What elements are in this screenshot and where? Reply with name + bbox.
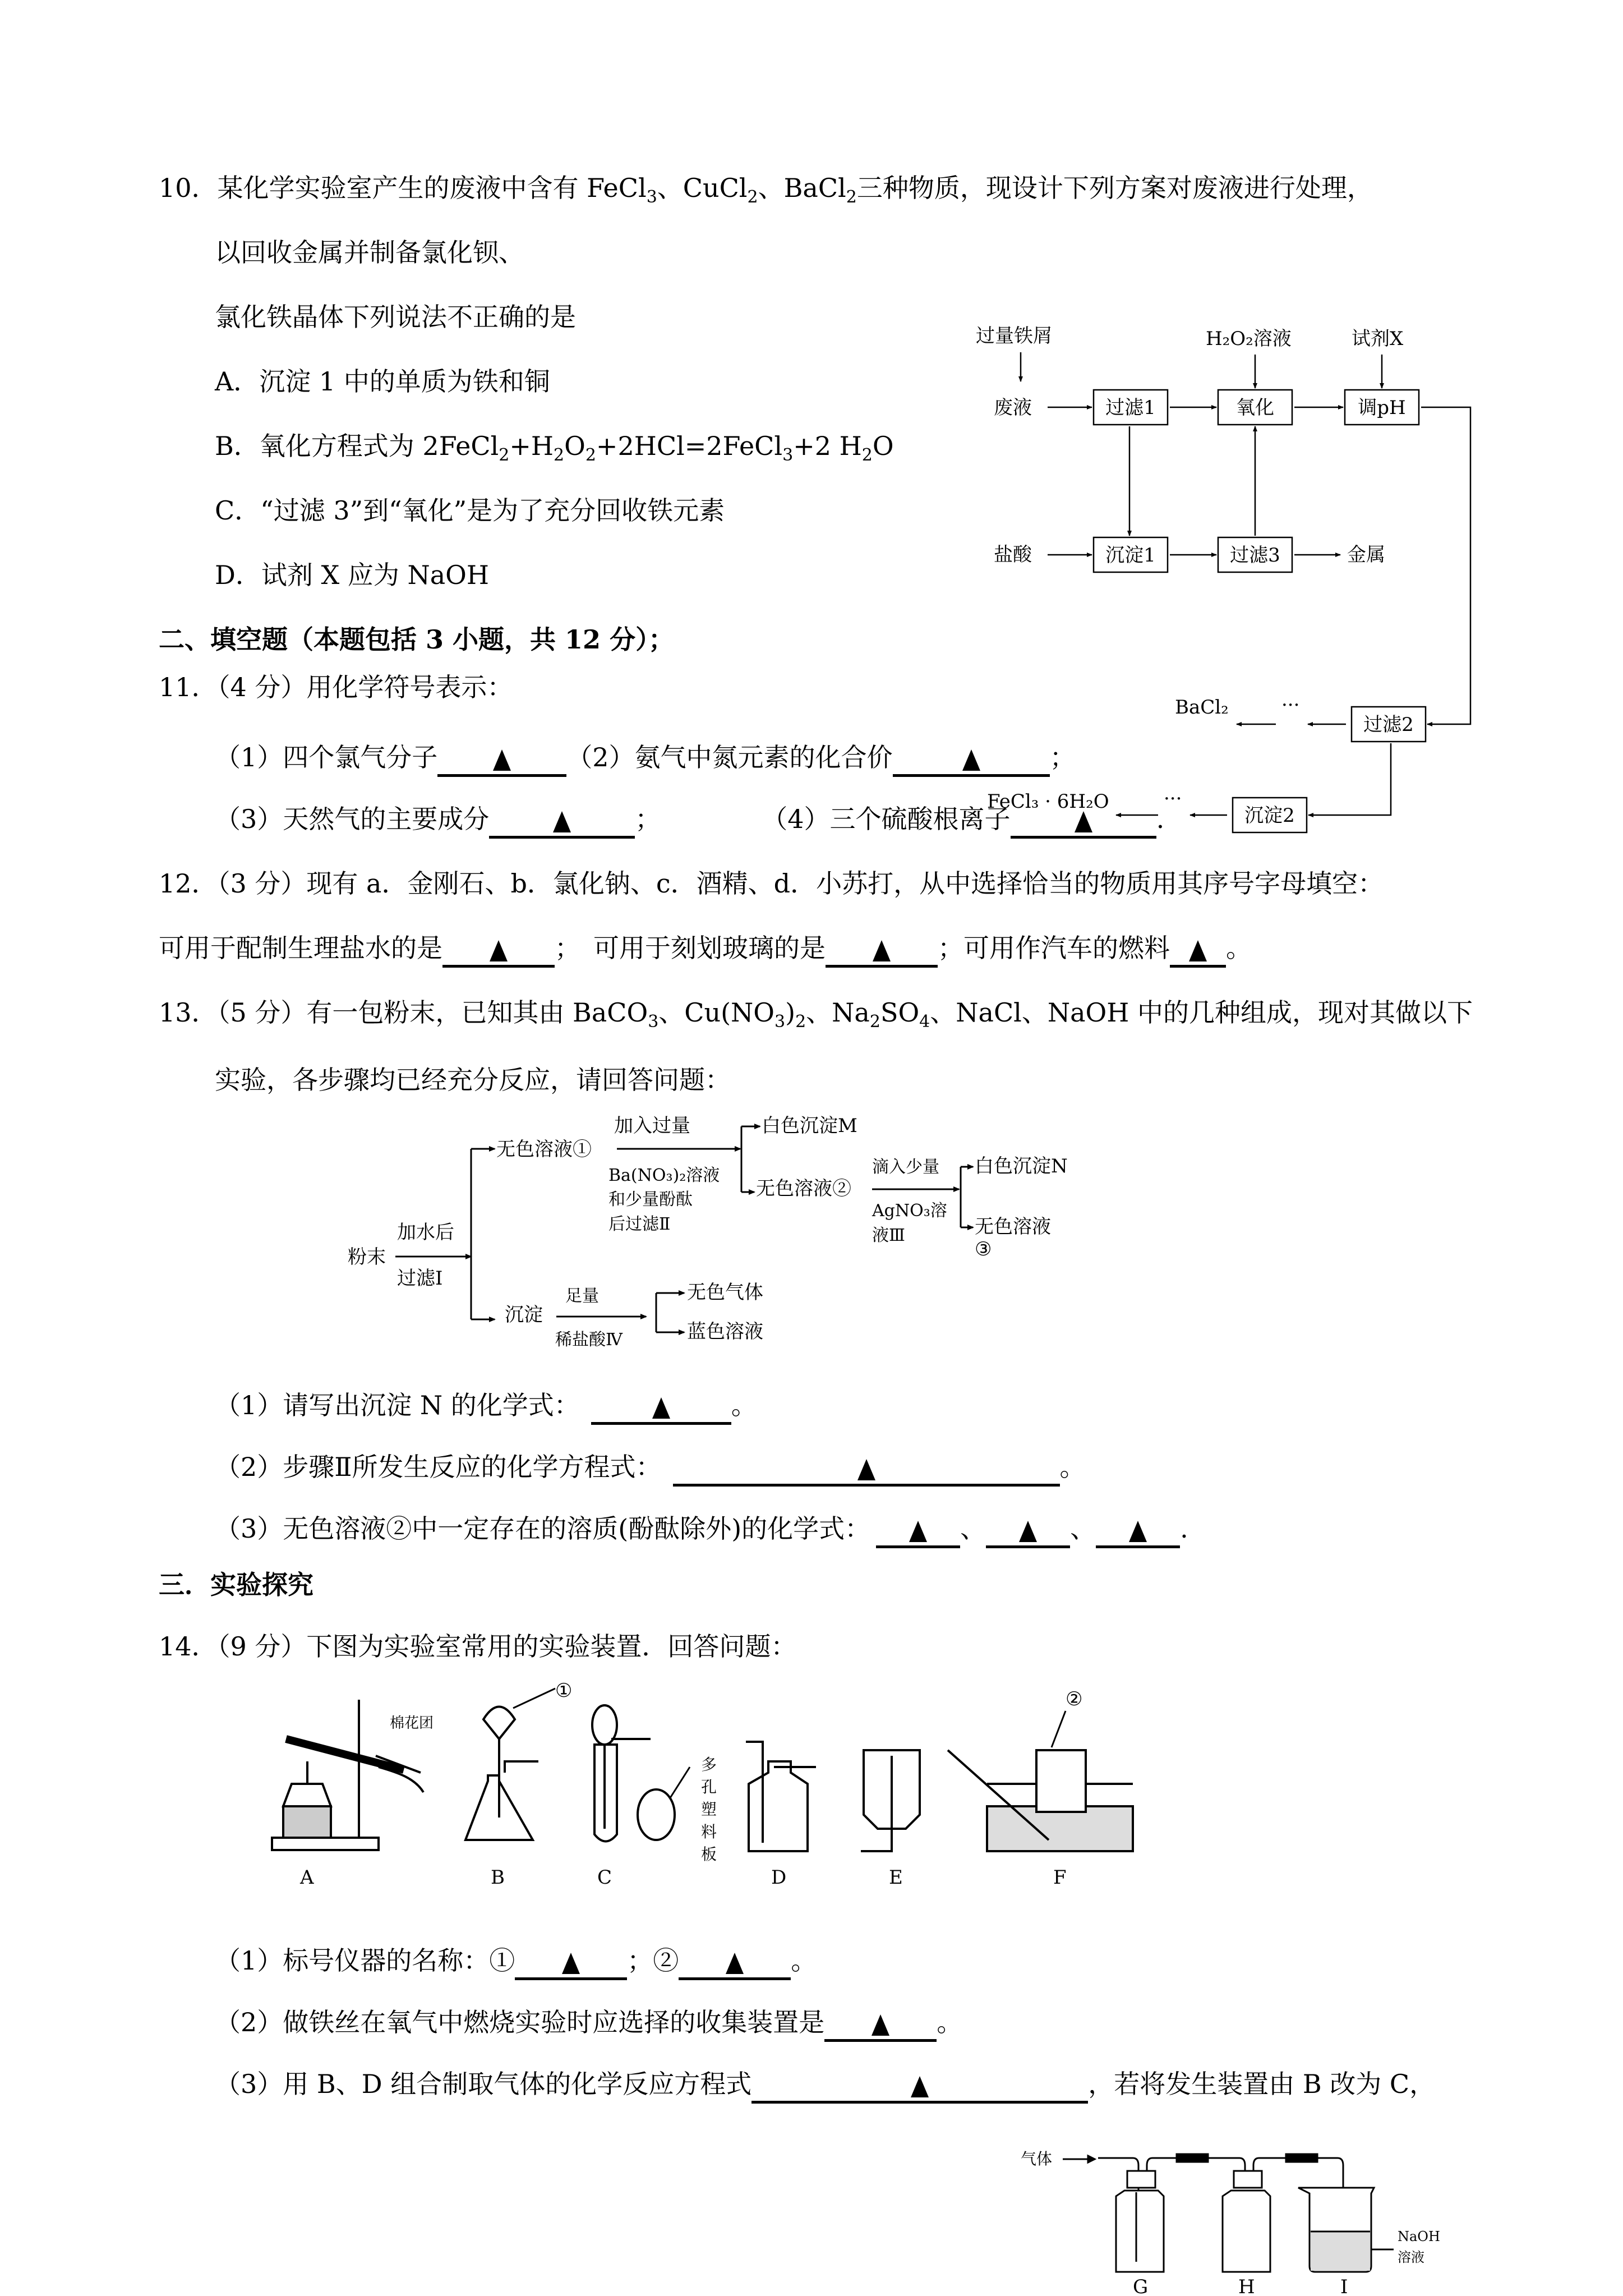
triangle-icon (1189, 940, 1207, 961)
label-colorless2: 无色溶液② (756, 1177, 851, 1200)
text: （3）无色溶液②中一定存在的溶质(酚酞除外)的化学式： (215, 1513, 871, 1544)
label-white-m: 白色沉淀M (762, 1115, 857, 1137)
label-ba-no3: Ba(NO₃)₂溶液 (608, 1166, 720, 1185)
q10-text: 、CuCl (657, 173, 748, 203)
triangle-icon (562, 1953, 580, 1974)
label-a: A (300, 1866, 314, 1889)
label-porous: 多 (701, 1755, 717, 1774)
label-colorless1: 无色溶液① (496, 1138, 592, 1161)
text: 、Na (806, 997, 870, 1028)
label-colorless-gas: 无色气体 (687, 1281, 763, 1304)
label-g: G (1133, 2276, 1149, 2296)
label-d: D (771, 1866, 787, 1889)
q12-stem: 12．（3 分）现有 a．金刚石、b．氯化钠、c．酒精、d．小苏打，从中选择恰当的物质用其序号字母填空： (159, 868, 1384, 899)
text: 。 (791, 1945, 817, 1976)
text: ；② (627, 1945, 679, 1976)
text: ； (1049, 742, 1076, 772)
answer-blank[interactable] (876, 1516, 960, 1548)
gas-washing-diagram (998, 2132, 1503, 2296)
apparatus-c (592, 1705, 690, 1842)
text: （1）四个氯气分子 (215, 742, 438, 772)
answer-blank[interactable] (591, 1393, 731, 1425)
label-c: C (597, 1866, 612, 1889)
label-bacl2: BaCl₂ (1175, 696, 1229, 719)
text: （3）用 B、D 组合制取气体的化学反应方程式 (215, 2069, 752, 2099)
q14-part3 (215, 2067, 1435, 2104)
label-filter-i: 过滤Ⅰ (397, 1267, 443, 1290)
subscript: 2 (747, 187, 758, 207)
subscript: 3 (782, 445, 794, 465)
q13-stem-line2: 实验，各步骤均已经充分反应，请回答问题： (215, 1065, 731, 1095)
q10-text: 、BaCl (758, 173, 846, 203)
section3-title: 三．实验探究 (159, 1570, 313, 1600)
triangle-icon (1075, 811, 1092, 832)
label-porous: 板 (701, 1845, 717, 1864)
label-i: I (1340, 2276, 1348, 2296)
q10-text: 三种物质，现设计下列方案对废液进行处理， (856, 173, 1373, 203)
arrow (1308, 743, 1391, 815)
label-enough: 足量 (565, 1286, 599, 1306)
answer-blank[interactable] (986, 1516, 1070, 1548)
text: 。 (937, 2007, 963, 2037)
text: ； (635, 804, 661, 834)
triangle-icon (726, 1953, 744, 1974)
label-porous: 料 (701, 1823, 717, 1841)
q10-option-d: D．试剂 X 应为 NaOH (215, 560, 489, 590)
text: 。 (1059, 1452, 1086, 1482)
triangle-icon (857, 1459, 875, 1480)
q13-part2 (215, 1450, 1086, 1487)
label-h2o2: H₂O₂溶液 (1206, 328, 1292, 350)
q10-stem-line1 (159, 171, 1373, 205)
subscript: 2 (499, 445, 510, 465)
text: （1）请写出沉淀 N 的化学式： (215, 1390, 580, 1420)
label-drop-little: 滴入少量 (872, 1157, 939, 1177)
apparatus-e (861, 1750, 920, 1851)
label-circle3: ③ (975, 1238, 992, 1260)
q10-stem-line3: 氯化铁晶体下列说法不正确的是 (215, 302, 576, 332)
q11-stem: 11．（4 分）用化学符号表示： (159, 672, 513, 702)
answer-blank[interactable] (679, 1948, 791, 1980)
text: O (872, 431, 894, 461)
answer-blank[interactable] (826, 936, 938, 968)
q10-option-b (215, 429, 894, 463)
text: +2HCl=2FeCl (596, 431, 783, 461)
text: 13．（5 分）有一包粉末，已知其由 BaCO (159, 997, 648, 1028)
q10-option-a: A．沉淀 1 中的单质为铁和铜 (215, 366, 550, 397)
apparatus-d (746, 1742, 816, 1851)
subscript: 2 (554, 445, 565, 465)
answer-blank[interactable] (893, 745, 1050, 777)
triangle-icon (962, 749, 980, 771)
q13-part1 (215, 1388, 757, 1425)
label-cotton: 棉花团 (390, 1715, 434, 1732)
answer-blank[interactable] (673, 1455, 1060, 1487)
answer-blank[interactable] (1096, 1516, 1180, 1548)
apparatus-b (465, 1688, 555, 1840)
box-precip1-label: 沉淀1 (1105, 544, 1156, 567)
triangle-icon (1129, 1521, 1147, 1542)
text: 。 (1226, 933, 1252, 963)
q11-row1 (215, 740, 1076, 777)
label-circle1: ① (555, 1680, 573, 1702)
subscript: 3 (648, 1012, 659, 1032)
q11-row2 (215, 802, 1164, 839)
subscript: 2 (869, 1012, 880, 1032)
label-excess-iron: 过量铁屑 (976, 325, 1052, 347)
box-precip2-label: 沉淀2 (1244, 804, 1295, 827)
text: （1）标号仪器的名称：① (215, 1945, 515, 1976)
q13-stem-line1 (159, 996, 1473, 1032)
text: SO (880, 997, 920, 1028)
label-waste: 废液 (994, 397, 1032, 419)
bottle-h (1207, 2158, 1287, 2272)
text: （2）步骤Ⅱ所发生反应的化学方程式： (215, 1452, 662, 1482)
text: （3）天然气的主要成分 (215, 804, 490, 834)
label-hcl: 盐酸 (994, 544, 1032, 566)
text: ；可用作汽车的燃料 (938, 933, 1170, 963)
box-filter2-label: 过滤2 (1363, 714, 1414, 736)
answer-blank[interactable] (515, 1948, 627, 1980)
text: 、 (1070, 1513, 1096, 1544)
label-white-n: 白色沉淀N (975, 1155, 1068, 1177)
triangle-icon (553, 811, 571, 832)
q14-part1 (215, 1944, 817, 1980)
text: +2 H (793, 431, 862, 461)
triangle-icon (493, 749, 511, 771)
q10-text: 10．某化学实验室产生的废液中含有 FeCl (159, 173, 647, 203)
text: B．氧化方程式为 2FeCl (215, 431, 499, 461)
label-add-excess: 加入过量 (614, 1115, 690, 1137)
label-dilute-hcl: 稀盐酸Ⅳ (555, 1330, 623, 1350)
triangle-icon (1019, 1521, 1037, 1542)
apparatus-f (948, 1711, 1133, 1851)
text: . (1180, 1513, 1188, 1544)
label-gas: 气体 (1021, 2150, 1053, 2168)
subscript: 4 (919, 1012, 930, 1032)
text: 、 (960, 1513, 986, 1544)
beaker-i (1298, 2158, 1394, 2272)
label-blue-solution: 蓝色溶液 (687, 1320, 763, 1343)
section2-title: 二、填空题（本题包括 3 小题，共 12 分）； (159, 624, 675, 655)
q12-row (159, 931, 1252, 968)
q10-flow-diagram (953, 314, 1514, 827)
answer-blank[interactable] (489, 807, 635, 839)
text: 、Cu(NO (658, 997, 775, 1028)
text: . (1156, 804, 1165, 834)
label-metal: 金属 (1347, 544, 1385, 566)
label-porous: 塑 (701, 1800, 717, 1819)
answer-blank[interactable] (1170, 936, 1226, 968)
triangle-icon (652, 1397, 670, 1419)
q13-flow-diagram (336, 1111, 1150, 1363)
triangle-icon (873, 940, 891, 961)
box-oxidize-label: 氧化 (1236, 397, 1274, 419)
label-f: F (1053, 1866, 1067, 1889)
text: ，若将发生装置由 B 改为 C， (1088, 2069, 1436, 2099)
subscript: 2 (795, 1012, 806, 1032)
label-naoh: NaOH (1398, 2229, 1440, 2244)
answer-blank[interactable] (442, 936, 555, 968)
label-liquid-iii: 液Ⅲ (872, 1226, 905, 1245)
text: +H (509, 431, 554, 461)
text: （2）做铁丝在氧气中燃烧实验时应选择的收集装置是 (215, 2007, 825, 2037)
triangle-icon (872, 2014, 889, 2036)
text: ) (785, 997, 796, 1028)
answer-blank[interactable] (1011, 807, 1156, 839)
box-filter1-label: 过滤1 (1105, 397, 1156, 419)
text: （4）三个硫酸根离子 (762, 804, 1011, 834)
label-solution: 溶液 (1398, 2249, 1424, 2265)
label-circle2: ② (1066, 1688, 1083, 1710)
label-porous: 孔 (701, 1778, 717, 1796)
subscript: 3 (774, 1012, 786, 1032)
label-h: H (1238, 2276, 1255, 2296)
bottle-g (1098, 2158, 1178, 2272)
label-agno3: AgNO₃溶 (872, 1201, 947, 1221)
q10-stem-line2: 以回收金属并制备氯化钡、 (215, 237, 524, 268)
dots: ··· (1281, 694, 1300, 716)
q14-stem: 14．（9 分）下图为实验室常用的实验装置．回答问题： (159, 1631, 797, 1662)
label-b: B (491, 1866, 505, 1889)
triangle-icon (490, 940, 508, 961)
text: O (564, 431, 585, 461)
label-reagent-x: 试剂X (1352, 328, 1404, 350)
subscript: 2 (861, 445, 873, 465)
answer-blank[interactable] (751, 2072, 1088, 2104)
box-adjust-ph-label: 调pH (1358, 397, 1406, 419)
label-and-phenol: 和少量酚酞 (608, 1190, 693, 1209)
triangle-icon (909, 1521, 927, 1542)
label-filter-ii: 后过滤Ⅱ (608, 1214, 671, 1234)
dots: ··· (1164, 788, 1182, 810)
text: ； 可用于刻划玻璃的是 (555, 933, 826, 963)
label-e: E (889, 1866, 903, 1889)
connector-tube (1286, 2154, 1317, 2162)
label-fecl3: FeCl₃ · 6H₂O (987, 790, 1109, 813)
triangle-icon (911, 2076, 929, 2097)
subscript: 2 (585, 445, 596, 465)
box-filter3-label: 过滤3 (1230, 544, 1280, 567)
connector-tube (1177, 2154, 1208, 2162)
label-colorless3: 无色溶液 (975, 1216, 1051, 1238)
text: 、NaCl、NaOH 中的几种组成，现对其做以下 (930, 997, 1473, 1028)
label-add-water: 加水后 (397, 1221, 454, 1244)
text: 。 (731, 1390, 757, 1420)
q13-part3 (215, 1512, 1188, 1548)
q10-option-c: C．“过滤 3”到“氧化”是为了充分回收铁元素 (215, 495, 725, 526)
answer-blank[interactable] (437, 745, 566, 777)
q14-part2 (215, 2005, 962, 2042)
answer-blank[interactable] (824, 2010, 937, 2042)
subscript: 3 (646, 187, 657, 207)
q14-apparatus-diagram (252, 1672, 1150, 1907)
subscript: 2 (846, 187, 857, 207)
label-powder: 粉末 (348, 1246, 386, 1268)
label-precip: 沉淀 (505, 1304, 543, 1326)
text: （2）氨气中氮元素的化合价 (566, 742, 893, 772)
arrow (1421, 407, 1470, 724)
text: 可用于配制生理盐水的是 (159, 933, 442, 963)
